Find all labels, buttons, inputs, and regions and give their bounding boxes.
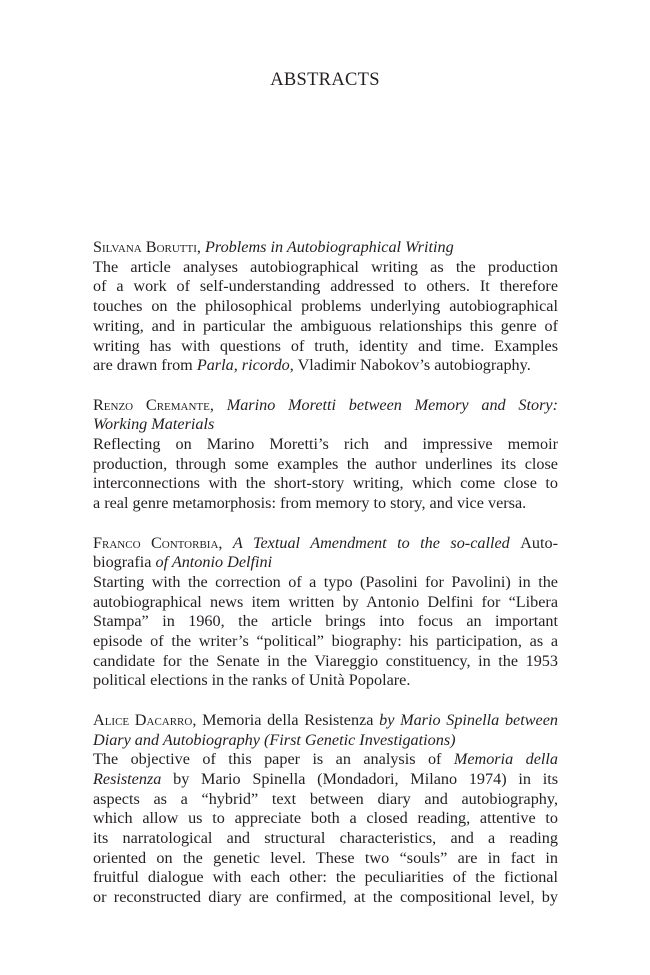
italic-text: Memoria della — [453, 750, 558, 769]
body-line — [93, 652, 558, 672]
italic-text: Marino Moretti between Memory and Story: — [226, 395, 558, 414]
body-line — [93, 277, 558, 297]
body-line — [93, 612, 558, 632]
abstract-title — [93, 711, 558, 750]
author-name: Silvana Borutti — [93, 238, 197, 256]
italic-text: of Antonio Delfini — [155, 553, 273, 572]
body-line — [93, 671, 558, 691]
body-line — [93, 849, 558, 869]
author-name: Renzo Cremante — [93, 395, 210, 414]
body-line — [93, 593, 558, 613]
body-line — [93, 790, 558, 810]
text-run: Starting with the correction of a typo (Pasolini for Pavolini) in the — [93, 572, 558, 591]
abstract-title — [93, 396, 558, 435]
body-line — [93, 317, 558, 337]
text-run: or reconstructed diary are confirmed, at the compositional level, by — [93, 888, 558, 907]
text-run: interconnections with the short-story writing, which come close to — [93, 474, 558, 493]
text-run: a real genre metamorphosis: from memory to story, and vice versa. — [93, 494, 527, 513]
title-line — [93, 396, 558, 416]
italic-text: Problems in Autobiographical Writing — [205, 238, 454, 256]
text-run: which allow us to appreciate both a closed reading, attentive to — [93, 809, 558, 828]
abstract-entry — [93, 238, 558, 376]
text-run: Auto- — [520, 533, 558, 552]
page-heading: ABSTRACTS — [270, 70, 380, 90]
text-run: Reflecting on Marino Moretti’s rich and impressive memoir — [93, 435, 558, 454]
italic-text: Parla, ricordo — [196, 356, 290, 375]
title-line — [93, 238, 558, 258]
body-line — [93, 888, 558, 908]
text-run: fruitful dialogue with each other: the peculiarities of the fictional — [93, 868, 558, 887]
abstract-entry — [93, 534, 558, 692]
text-run: , — [209, 395, 227, 414]
body-line — [93, 632, 558, 652]
text-run: writing has with questions of truth, identity and time. Examples — [93, 336, 558, 355]
body-line — [93, 435, 558, 455]
text-run: , Vladimir Nabokov’s autobiography. — [289, 356, 531, 375]
text-run: biografia — [93, 553, 156, 572]
italic-text: Working Materials — [93, 415, 215, 434]
title-line — [93, 534, 558, 554]
abstract-body — [93, 258, 558, 376]
abstract-body — [93, 435, 558, 514]
text-run: Stampa” in 1960, the article brings into focus an important — [93, 612, 558, 631]
text-run: are drawn from — [93, 356, 197, 375]
abstract-title — [93, 238, 558, 258]
body-line — [93, 494, 558, 514]
text-run: autobiographical news item written by Antonio Delfini for “Libera — [93, 592, 558, 611]
text-run: The objective of this paper is an analysis of — [93, 750, 454, 769]
body-line — [93, 474, 558, 494]
abstracts-list — [93, 238, 558, 928]
body-line — [93, 297, 558, 317]
text-run: , Memoria della Resistenza — [192, 710, 380, 729]
text-run: production, through some examples the author underlines its close — [93, 454, 558, 473]
abstract-entry — [93, 396, 558, 514]
text-run: writing, and in particular the ambiguous relationships this genre of — [93, 316, 558, 335]
italic-text: A Textual Amendment to the so-called — [232, 533, 521, 552]
body-line — [93, 868, 558, 888]
body-line — [93, 829, 558, 849]
title-line — [93, 553, 558, 573]
body-line — [93, 809, 558, 829]
text-run: aspects as a “hybrid” text between diary and autobiography, — [93, 789, 558, 808]
text-run: , — [218, 533, 233, 552]
abstract-body — [93, 573, 558, 691]
text-run: of a work of self-understanding addressed to others. It therefore — [93, 277, 558, 296]
body-line — [93, 573, 558, 593]
abstract-title — [93, 534, 558, 573]
italic-text: by Mario Spinella between — [379, 710, 558, 729]
italic-text: Diary and Autobiography (First Genetic Investigations) — [93, 730, 456, 749]
italic-text: Resistenza — [93, 769, 162, 788]
text-run: The article analyses autobiographical writing as the production — [93, 257, 558, 276]
title-line — [93, 731, 558, 751]
body-line — [93, 750, 558, 770]
title-line — [93, 415, 558, 435]
author-name: Franco Contorbia — [93, 533, 219, 552]
body-line — [93, 770, 558, 790]
text-run: political elections in the ranks of Unità Popolare. — [93, 671, 411, 690]
body-line — [93, 455, 558, 475]
text-run: oriented on the genetic level. These two “souls” are in fact in — [93, 848, 558, 867]
text-run: , — [196, 238, 205, 256]
text-run: by Mario Spinella (Mondadori, Milano 1974) in its — [161, 769, 558, 788]
text-run: episode of the writer’s “political” biography: his participation, as a — [93, 632, 558, 651]
text-run: candidate for the Senate in the Viareggio constituency, in the 1953 — [93, 651, 558, 670]
text-run: touches on the philosophical problems underlying autobiographical — [93, 297, 558, 316]
body-line — [93, 356, 558, 376]
title-line — [93, 711, 558, 731]
body-line — [93, 258, 558, 278]
text-run: its narratological and structural characteristics, and a reading — [93, 829, 558, 848]
author-name: Alice Dacarro — [93, 710, 193, 729]
abstract-entry — [93, 711, 558, 908]
abstract-body — [93, 750, 558, 908]
body-line — [93, 337, 558, 357]
